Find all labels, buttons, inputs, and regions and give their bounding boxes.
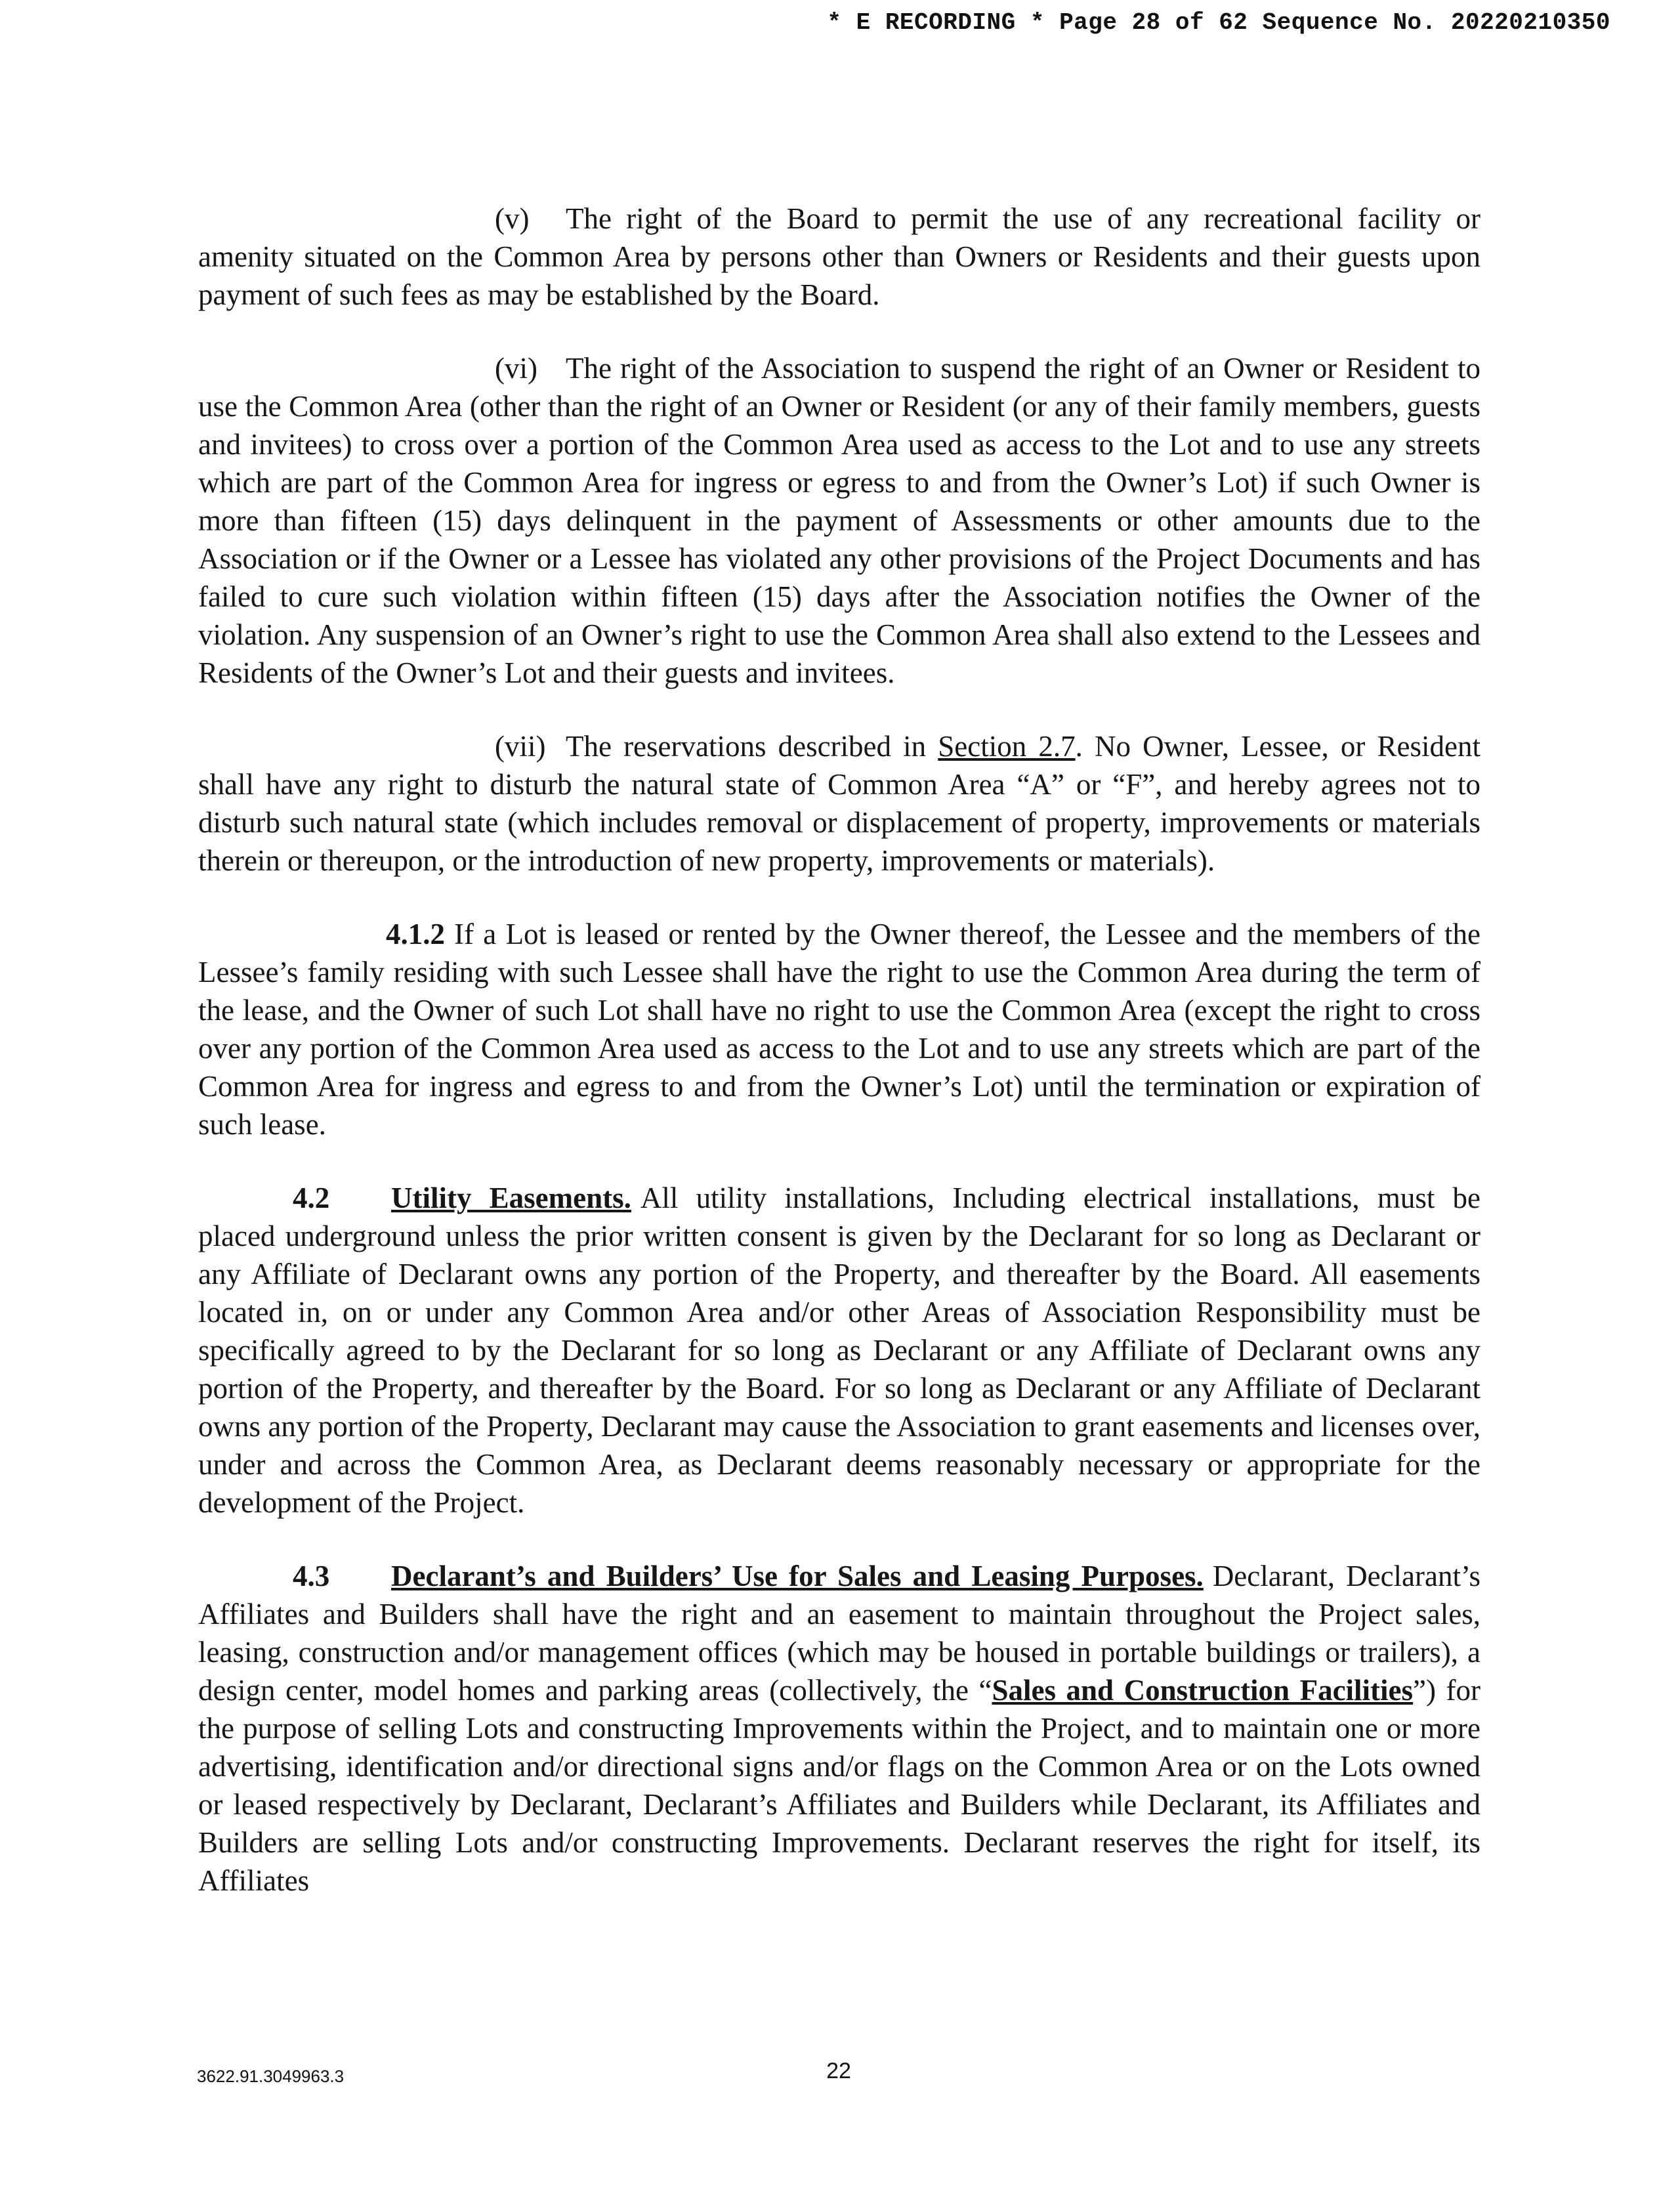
document-id: 3622.91.3049963.3 <box>197 2066 345 2086</box>
page-number: 22 <box>826 2058 851 2083</box>
section-reference-link[interactable]: Section 2.7 <box>938 730 1076 763</box>
section-text: If a Lot is leased or rented by the Owner thereof, the Lessee and the members of the Lessee’s family residing with such Lessee shall have the right to use the Common Area during the term of the lease, and the Owner of such Lot shall have no right to use the Common Area (except the right to cross over any portion of the Common Area used as access to the Lot and to use any streets which are part of the Common Area for ingress and egress to and from the Owner’s Lot) until the termination or expiration of such lease. <box>198 918 1480 1141</box>
section-title: Declarant’s and Builders’ Use for Sales and Leasing Purposes. <box>391 1560 1204 1592</box>
paragraph-text-continued: . No Owner, Lessee, or Resident shall have any right to disturb the natural state of Common Area “A” or “F”, and hereby agrees not to disturb such natural state (which includes removal or displacement of property, improvements or materials therein or thereupon, or the introduction of new property, improvements or materials). <box>198 730 1480 877</box>
section-number: 4.2 <box>293 1182 330 1214</box>
paragraph-v <box>198 200 1480 314</box>
paragraph-text: The reservations described in <box>566 730 938 763</box>
paragraph-number: (vi) <box>495 352 537 385</box>
paragraph-number: (v) <box>495 202 530 235</box>
document-body <box>198 200 1480 1900</box>
section-4-1-2 <box>198 915 1480 1143</box>
section-text: All utility installations, Including electrical installations, must be placed underground unless the prior written consent is given by the Declarant for so long as Declarant or any Affiliate of Declarant owns any portion of the Property, and thereafter by the Board. All easements located in, on or under any Common Area and/or other Areas of Association Responsibility must be specifically agreed to by the Declarant for so long as Declarant or any Affiliate of Declarant owns any portion of the Property, and thereafter by the Board. For so long as Declarant or any Affiliate of Declarant owns any portion of the Property, Declarant may cause the Association to grant easements and licenses over, under and across the Common Area, as Declarant deems reasonably necessary or appropriate for the development of the Project. <box>198 1182 1480 1519</box>
section-4-2 <box>198 1179 1480 1522</box>
defined-term: Sales and Construction Facilities <box>992 1674 1414 1707</box>
section-number: 4.1.2 <box>386 918 445 950</box>
section-text: Declarant, Declarant’s Affiliates and Builders shall have the right and an easement to maintain throughout the Project sales, leasing, construction and/or management offices (which may be housed in portable buildings or trailers), a design center, model homes and parking areas (collectively, the “ <box>198 1560 1481 1707</box>
paragraph-vi <box>198 349 1480 692</box>
section-4-3 <box>198 1557 1480 1900</box>
recording-header: * E RECORDING * Page 28 of 62 Sequence No. 20220210350 <box>827 9 1610 36</box>
paragraph-vii <box>198 727 1480 880</box>
section-text-continued: ”) for the purpose of selling Lots and constructing Improvements within the Project, and to maintain one or more advertising, identification and/or directional signs and/or flags on the Common Area or on the Lots owned or leased respectively by Declarant, Declarant’s Affiliates and Builders while Declarant, its Affiliates and Builders are selling Lots and/or constructing Improvements. Declarant reserves the right for itself, its Affiliates <box>198 1674 1480 1897</box>
section-number: 4.3 <box>293 1560 330 1592</box>
paragraph-number: (vii) <box>495 730 546 763</box>
paragraph-text: The right of the Association to suspend the right of an Owner or Resident to use the Common Area (other than the right of an Owner or Resident (or any of their family members, guests and invitees) to cross over a portion of the Common Area used as access to the Lot and to use any streets which are part of the Common Area for ingress or egress to and from the Owner’s Lot) if such Owner is more than fifteen (15) days delinquent in the payment of Assessments or other amounts due to the Association or if the Owner or a Lessee has violated any other provisions of the Project Documents and has failed to cure such violation within fifteen (15) days after the Association notifies the Owner of the violation. Any suspension of an Owner’s right to use the Common Area shall also extend to the Lessees and Residents of the Owner’s Lot and their guests and invitees. <box>198 352 1480 689</box>
section-title: Utility Easements. <box>391 1182 631 1214</box>
paragraph-text: The right of the Board to permit the use of any recreational facility or amenity situated on the Common Area by persons other than Owners or Residents and their guests upon payment of such fees as may be established by the Board. <box>198 202 1480 311</box>
